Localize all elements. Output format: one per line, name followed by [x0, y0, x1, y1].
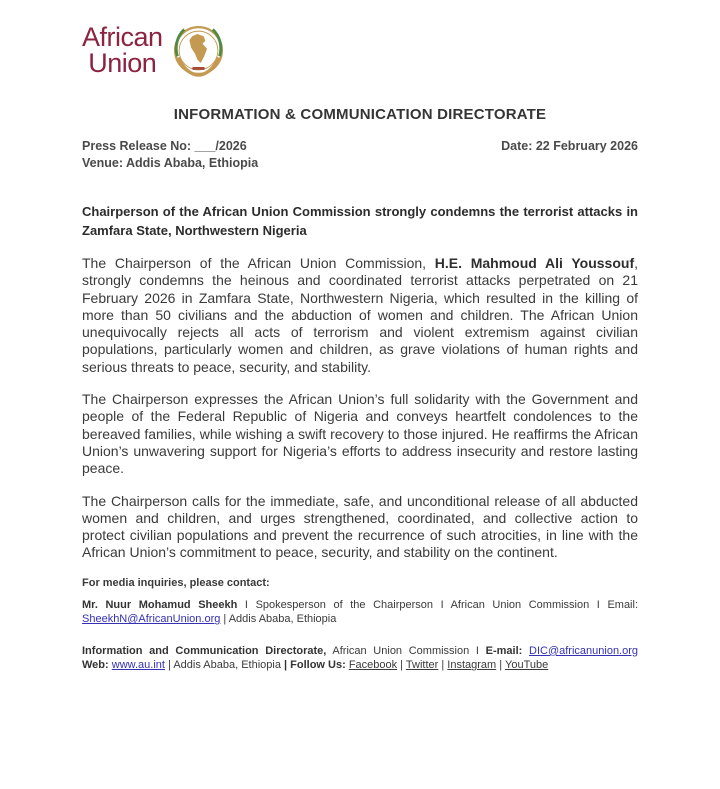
dic-email-link[interactable]: DIC@africanunion.org [529, 644, 639, 657]
footer [82, 644, 638, 673]
logo-line-african: African [82, 22, 163, 52]
paragraph-3: The Chairperson calls for the immediate, safe, and unconditional release of all abducted women and children, and urges strengthened, coordinated, and collective action to protect civilian populations and prevent the recurrence of such atrocities, in line with the African Union’s commitment to peace, security, and stability on the continent. [82, 492, 638, 561]
youtube-link[interactable]: YouTube [505, 659, 549, 672]
release-date: Date: 22 February 2026 [501, 139, 638, 153]
press-title: Chairperson of the African Union Commission strongly condemns the terrorist attacks in Zamfara State, Northwestern Nigeria [82, 204, 638, 238]
footer-directorate-name: Information and Communication Directorate, [82, 644, 327, 657]
separator: | [496, 659, 505, 672]
facebook-link[interactable]: Facebook [348, 659, 398, 672]
spokesperson-contact [82, 612, 638, 627]
release-meta [82, 138, 638, 172]
press-release-number: Press Release No: ___/2026 [82, 139, 247, 153]
au-emblem-icon [170, 22, 227, 79]
website-link[interactable]: www.au.int [111, 659, 165, 672]
au-logo [82, 20, 638, 80]
spokesperson-email-link[interactable]: SheekhN@AfricanUnion.org [82, 613, 221, 626]
media-contact-heading: For media inquiries, please contact: [82, 576, 270, 589]
spokesperson-name: Mr. Nuur Mohamud Sheekh [82, 598, 238, 611]
release-venue: Venue: Addis Ababa, Ethiopia [82, 156, 259, 170]
footer-email-label: E-mail: [485, 644, 530, 657]
instagram-link[interactable]: Instagram [447, 659, 497, 672]
separator: | [397, 659, 406, 672]
au-logo-wordmark [82, 24, 163, 76]
footer-links-line [82, 658, 638, 673]
footer-commission: African Union Commission I [326, 644, 486, 657]
spokesperson-line [82, 598, 638, 613]
paragraph-1-lead: The Chairperson of the African Union Commission, [82, 255, 435, 271]
spokesperson-location: | Addis Ababa, Ethiopia [220, 613, 337, 626]
spokesperson-role: I Spokesperson of the Chairperson I African Union Commission I Email: [237, 598, 639, 611]
chairperson-name: H.E. Mahmoud Ali Youssouf [434, 255, 635, 271]
twitter-link[interactable]: Twitter [405, 659, 439, 672]
footer-web-label: Web: [82, 659, 112, 672]
paragraph-1-rest: , strongly condemns the heinous and coordinated terrorist attacks perpetrated on 21 February 2026 in Zamfara State, Northwestern Nigeria, which resulted in the killing of more than 50 civilians and the abduction of women and children. The African Union unequivocally rejects all acts of terrorism and violent extremism against civilian populations, particularly women and children, as grave violations of human rights and serious threats to peace, security, and stability. [82, 255, 638, 375]
footer-directorate-line [82, 644, 638, 659]
logo-line-union: Union [88, 48, 157, 78]
directorate-heading: INFORMATION & COMMUNICATION DIRECTORATE [173, 106, 547, 123]
footer-follow-label: | Follow Us: [284, 659, 349, 672]
paragraph-2: The Chairperson expresses the African Union’s full solidarity with the Government and people of the Federal Republic of Nigeria and conveys heartfelt condolences to the bereaved families, while wishing a swift recovery to those injured. He reaffirms the African Union’s unwavering support for Nigeria’s efforts to address insecurity and restore lasting peace. [82, 391, 638, 477]
separator: | [438, 659, 448, 672]
footer-location: | Addis Ababa, Ethiopia [164, 659, 285, 672]
paragraph-1 [82, 255, 638, 376]
